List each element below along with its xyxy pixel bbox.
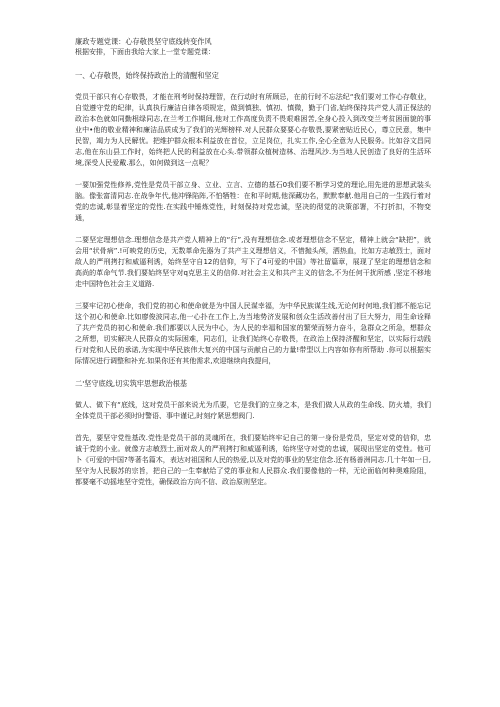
spacer: [75, 58, 431, 70]
spacer: [75, 290, 431, 301]
spacer: [75, 367, 431, 378]
spacer: [75, 389, 431, 400]
document-title: 廉政专题党课：心存敬畏坚守底线转变作风: [75, 37, 212, 46]
section-2-paragraph-1: 做人、做下有“底线，这对党员干部来说尤为爪要，它是我们的立身之本，是我们做人从政的生命线、防火墙，我们全体党员干部必须时时警语、事中谨记,时刻疗紧思想阀门.: [75, 401, 431, 420]
section-1-paragraph-4: 三要牢记初心使命，我们党的初心和使命就是为中国人民谋幸福，为中华民族谋生线,无论何时何地,我们都不能忘记这个初心和使命.比如廖俊波同志,他一心扑在工作上,为当地势济发展和创众生活改善付出了巨大努力，用生命诠释了共产党员的初心和使命.我们都要以人民为中心，为人民的幸福和国家的繁荣而努力奋斗，急群众之所急，想群众之所想，切实解决人民群众的实际困难，同志们，让我们始终心存敬畏，在政治上保持济醒和坚定，以实际行动践行对党和人民的承诺,为实现中华民族伟大复兴的中国与贡献自己的力量!带型以上内容如你有所帮助 .你可以根据实际情况进行调整和补充.如果你还有其他需求,欢迎继续向我提问，: [75, 302, 431, 365]
spacer: [75, 224, 431, 235]
section-heading-1: 一、心存敬畏，始终保持政治上的清醒和坚定: [75, 71, 219, 80]
document-page: [75, 36, 431, 488]
document-intro: 根据安排，下面由我给大家上一堂专题党课：: [75, 48, 215, 56]
section-1-paragraph-2: 一要加强党性修养,党性是党员干部立身、立业、立言、立德的基石0我们要不断学习党的理论,用先进的思想武装头脑。像张富清同志.在战争年代,他冲锋陷阵,不怕牺牲：在和平时期,他深藏功名，默默奉献.他用自己的一生践行着对党的忠诚,彰显着坚定的党性.在实践中锤炼党性，时刻保持对党忠诚，坚决的彻觉的决策部署，不打折扣，不物变通，: [75, 181, 431, 222]
section-1-paragraph-3: 二要坚定理想信念.理想信念是共产党人精神上的“行”,没有理想信念.或者理想信念不坚定，精神上就会“缺把”，就会用“状骨病”.!可映党的历史，无数革命先器为了共产主义理想信义，不惜抛头颅，洒热血，比如方志敏烈士，面对敌人的严刑拷打和威逼利诱，始终坚守自12的信仰，写下了4可爱的中国》等社留篇章，展现了坚定的理想信念和高尚的革命气节.我们要始终坚守对q克思主义的信仰.对社会主义和共产主义的信念,不为任何干扰所感 ,坚定不移地走中国特色社会主义道路.: [75, 236, 431, 288]
section-1-paragraph-1: 党员干部只有心存敬畏，才能在刑考时保持理智，在行动时有所顾忌，在前行时不忘法纪“我们要对工作心存敬业，自觉遵守党的纪律，认真执行廉洁自律各项规定，做到慎独、慎初、慎微，勤于门省,始终保持共产党人清正保法的政治本色就如同勤根绿同志,在兰考工作期间,他对工作高度负责不畏艰难困苦,全身心投入到改变兰考贫困面貌的事业中•他的敬业精神和廉洁品质成为了我们的光辉榜样.对人民群众要要心存敬畏,要紧密贴近民心，尊立民意，集中民智，竭力为人民解忧。把维护群众根本利益放在首位，立足岗位，扎实工作,全心全意为人民服务。比如谷文昌同志,他在东山县工作时，始终把人民的利益放在心头.带领群众植树造林、治理风沙.为当地人民创造了良好的生活环境,深受人民爱戴.那么，如何做到这一点呢？: [75, 93, 431, 167]
spacer: [75, 169, 431, 180]
spacer: [75, 422, 431, 433]
section-heading-2: 二'坚守底线,切实筑牢思想政治根基: [75, 379, 188, 388]
spacer: [75, 81, 431, 92]
section-2-paragraph-2: 首先，要坚守党性基改.党性是党员干部的灵魂所在，我们要始终牢记自己的第一身份是党员，坚定对党的信仰，忠诚于党的小业。就像方志敏烈士,面对敌人的严刑拷打和威逼利诱，始终坚守对党的忠诚，展现出坚定的党性。他可卜《可爱的中国?等著名篇木，表达对祖国和人民的热爱,以及对党的事业的坚定信念.还有杨善洲同志.几十年如一日,坚守为人民服苏的宗旨，把自己的一生奉献给了党的事业和人民群众.我们要像他的一样，无论面临何种奥难险阻，都要毫不动摇地坚守党性，确保政治方向不信、政治原则坚定。: [75, 434, 431, 486]
